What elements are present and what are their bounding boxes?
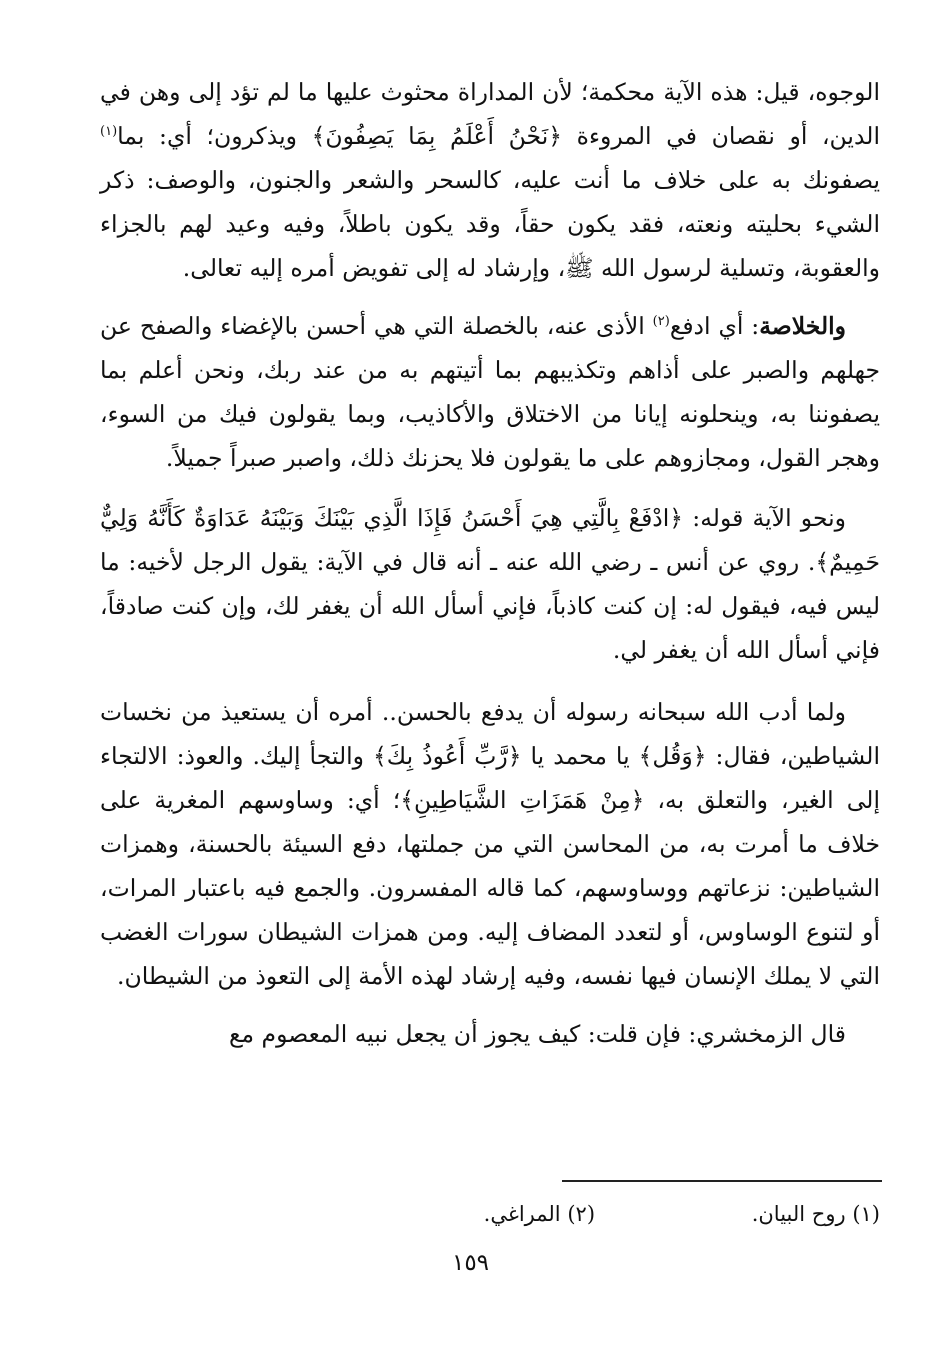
footnotes bbox=[120, 1198, 880, 1230]
footnote-1 bbox=[752, 1198, 880, 1230]
paragraph-1-text-b: يصفونك به على خلاف ما أنت عليه، كالسحر والشعر والجنون، والوصف: ذكر الشيء بحليته ونعته، فقد يكون حقاً، وقد يكون باطلاً، وفيه وعيد لهم بالجزاء والعقوبة، وتسلية لرسول الله ﷺ، وإرشاد له إلى تفويض أمره إليه تعالى. bbox=[100, 166, 880, 282]
footnote-2-marker: (٢) bbox=[567, 1202, 596, 1226]
page-number: ١٥٩ bbox=[451, 1250, 490, 1276]
page-body bbox=[100, 70, 880, 1056]
paragraph-5 bbox=[100, 1012, 880, 1056]
paragraph-4-text: ولما أدب الله سبحانه رسوله أن يدفع بالحسن.. أمره أن يستعيذ من نخسات الشياطين، فقال: ﴿وَقُل﴾ يا محمد يا ﴿رَّبِّ أَعُوذُ بِكَ﴾ والتجأ إليك. والعوذ: الالتجاء إلى الغير، والتعلق به، ﴿مِنْ هَمَزَاتِ الشَّيَاطِينِ﴾؛ أي: وساوسهم المغرية على خلاف ما أمرت به، من المحاسن التي من جملتها، دفع السيئة بالحسنة، وهمزات الشياطين: نزعاتهم ووساوسهم، كما قاله المفسرون. والجمع فيه باعتبار المرات، أو لتنوع الوساوس، أو لتعدد المضاف إليه. ومن همزات الشيطان سورات الغضب التي لا يملك الإنسان فيها نفسه، وفيه إرشاد لهذه الأمة إلى التعوذ من الشيطان. bbox=[100, 698, 880, 990]
paragraph-2-lead: والخلاصة bbox=[759, 312, 846, 340]
paragraph-2-text-b: الأذى عنه، بالخصلة التي هي أحسن بالإغضاء والصفح عن جهلهم والصبر على أذاهم وتكذيبهم بما أتيتهم به من عند ربك، ونحن أعلم بما يصفوننا به، وينحلونه إيانا من الاختلاق والأكاذيب، وبما يقولون فيك من السوء، وهجر القول، ومجازوهم على ما يقولون فلا يحزنك ذلك، واصبر صبراً جميلاً. bbox=[100, 312, 880, 472]
paragraph-3-text: ونحو الآية قوله: ﴿ادْفَعْ بِالَّتِي هِيَ أَحْسَنُ فَإِذَا الَّذِي بَيْنَكَ وَبَيْنَهُ عَدَاوَةٌ كَأَنَّهُ وَلِيٌّ حَمِيمٌ﴾. روي عن أنس ـ رضي الله عنه ـ أنه قال في الآية: يقول الرجل لأخيه: ما ليس فيه، فيقول له: إن كنت كاذباً، فإني أسأل الله أن يغفر لك، وإن كنت صادقاً، فإني أسأل الله أن يغفر لي. bbox=[100, 504, 880, 664]
footnote-1-marker: (١) bbox=[852, 1202, 880, 1226]
paragraph-2 bbox=[100, 304, 880, 480]
footnote-2-text: المراغي. bbox=[483, 1202, 561, 1226]
paragraph-2-text-a: : أي ادفع bbox=[669, 312, 760, 340]
paragraph-5-text: قال الزمخشري: فإن قلت: كيف يجوز أن يجعل نبيه المعصوم مع bbox=[228, 1020, 846, 1048]
paragraph-4 bbox=[100, 690, 880, 998]
footnote-ref-1: (١) bbox=[100, 124, 118, 140]
footnote-2 bbox=[484, 1198, 595, 1230]
paragraph-1 bbox=[100, 70, 880, 290]
footnote-separator bbox=[562, 1180, 882, 1182]
footnote-ref-2: (٢) bbox=[652, 314, 670, 330]
paragraph-3 bbox=[100, 496, 880, 672]
footnote-1-text: روح البيان. bbox=[751, 1202, 846, 1226]
paragraph-1-text-a: الوجوه، قيل: هذه الآية محكمة؛ لأن المداراة محثوث عليها ما لم تؤد إلى وهن في الدين، أو نقصان في المروءة ﴿نَحْنُ أَعْلَمُ بِمَا يَصِفُونَ﴾ ويذكرون؛ أي: بما bbox=[100, 78, 880, 150]
